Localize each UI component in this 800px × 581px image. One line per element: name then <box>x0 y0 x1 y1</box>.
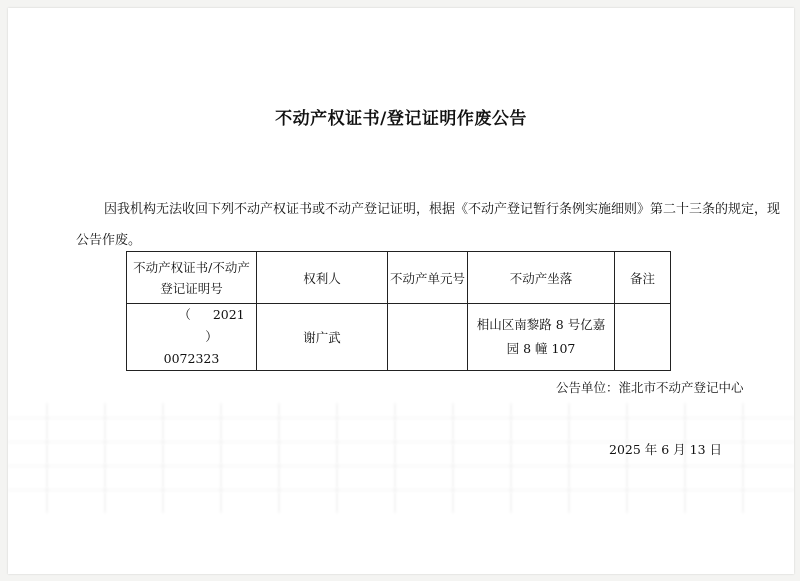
notice-paragraph-line2: 公告作废。 <box>76 233 142 248</box>
table-header-row <box>127 252 671 304</box>
cell-unit-no <box>388 304 468 371</box>
header-holder: 权利人 <box>257 252 388 304</box>
show-through-texture <box>8 403 794 513</box>
header-cert-no-line1: 不动产权证书/不动产 <box>133 259 250 275</box>
document-page <box>8 8 794 574</box>
certificate-table <box>126 251 671 371</box>
cell-cert-no <box>127 304 257 371</box>
cell-cert-no-year: （ 2021 ） <box>178 307 245 344</box>
cell-location-line1: 相山区南黎路 8 号亿嘉 <box>476 317 606 332</box>
header-unit-no: 不动产单元号 <box>388 252 468 304</box>
cell-remark <box>615 304 671 371</box>
header-cert-no-line2: 登记证明号 <box>160 280 223 296</box>
notice-paragraph-line1: 因我机构无法收回下列不动产权证书或不动产登记证明，根据《不动产登记暂行条例实施细则》第二十三条的规定，现 <box>104 202 781 217</box>
issue-date: 2025 年 6 月 13 日 <box>609 442 723 457</box>
issuer-line: 公告单位：淮北市不动产登记中心 <box>556 380 744 395</box>
header-location: 不动产坐落 <box>468 252 615 304</box>
document-title: 不动产权证书/登记证明作废公告 <box>275 109 527 129</box>
cell-holder: 谢广武 <box>257 304 388 371</box>
header-remark: 备注 <box>615 252 671 304</box>
cell-location <box>468 304 615 371</box>
notice-paragraph <box>76 194 791 256</box>
header-cert-no <box>127 252 257 304</box>
cell-cert-no-number: 0072323 <box>163 351 220 366</box>
table-row <box>127 304 671 371</box>
cell-location-line2: 园 8 幢 107 <box>506 341 576 356</box>
